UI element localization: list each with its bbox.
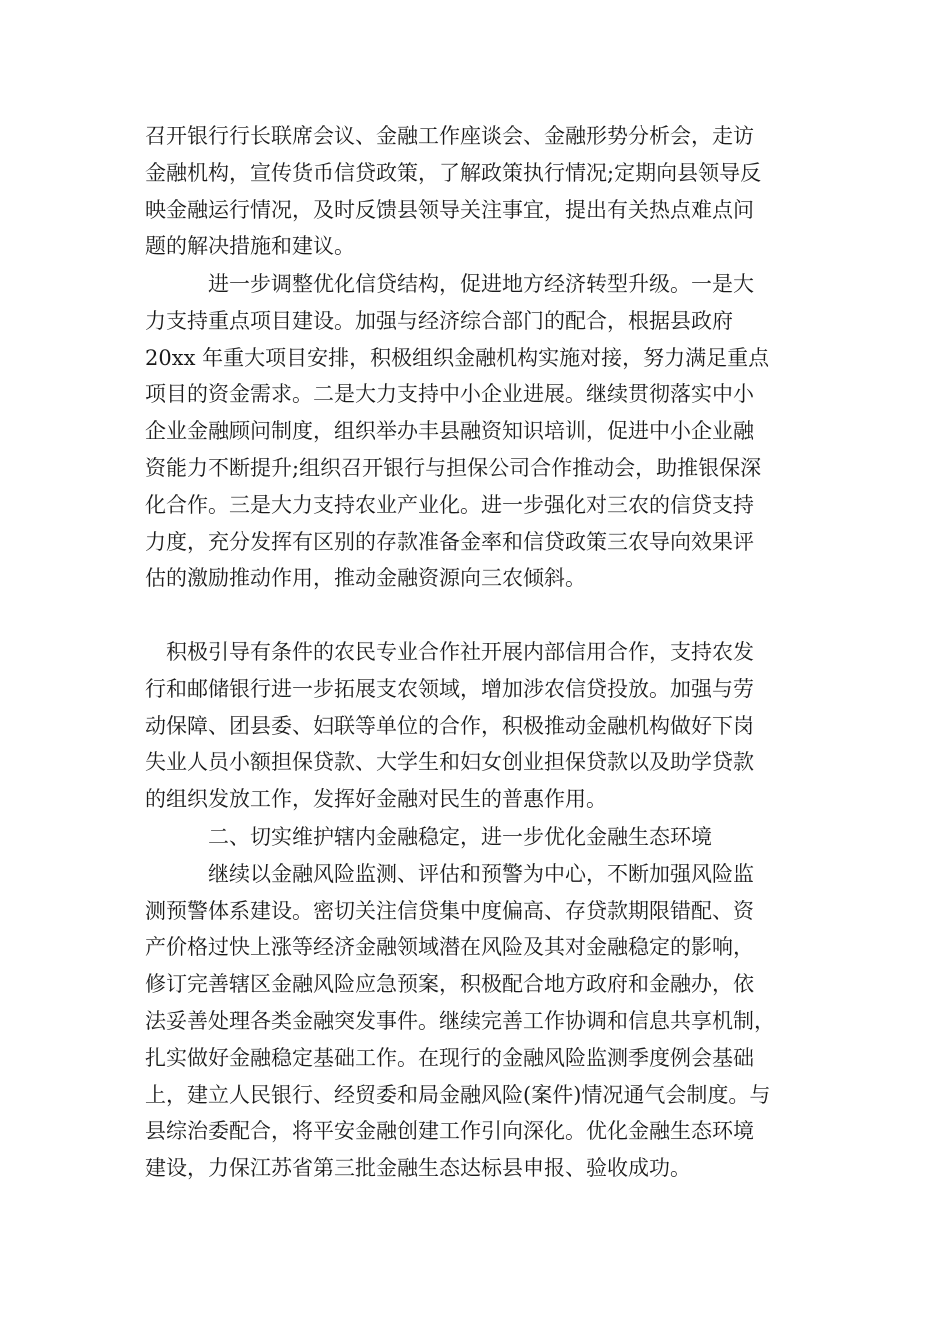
text-line: 金融机构，宣传货币信贷政策，了解政策执行情况;定期向县领导反 (145, 160, 762, 185)
text-line: 题的解决措施和建议。 (145, 234, 355, 259)
text-line: 映金融运行情况，及时反馈县领导关注事宜，提出有关热点难点问 (145, 197, 754, 222)
text-line: 的组织发放工作，发挥好金融对民生的普惠作用。 (145, 787, 607, 812)
paragraph-1 (145, 118, 810, 265)
text-line: 20xx 年重大项目安排，积极组织金融机构实施对接，努力满足重点 (145, 345, 770, 370)
text-line: 失业人员小额担保贷款、大学生和妇女创业担保贷款以及助学贷款 (145, 750, 754, 775)
paragraph-2 (145, 266, 810, 597)
text-line: 进一步调整优化信贷结构，促进地方经济转型升级。一是大 (145, 272, 754, 296)
text-line: 估的激励推动作用，推动金融资源向三农倾斜。 (145, 566, 586, 591)
paragraph-4 (145, 819, 810, 1187)
text-line: 继续以金融风险监测、评估和预警为中心，不断加强风险监 (145, 861, 754, 886)
text-line: 产价格过快上涨等经济金融领域潜在风险及其对金融稳定的影响， (145, 935, 754, 960)
text-line: 法妥善处理各类金融突发事件。继续完善工作协调和信息共享机制， (145, 1008, 775, 1033)
text-line: 化合作。三是大力支持农业产业化。进一步强化对三农的信贷支持 (145, 492, 754, 517)
text-line: 行和邮储银行进一步拓展支农领域，增加涉农信贷投放。加强与劳 (145, 676, 754, 701)
text-line: 企业金融顾问制度，组织举办丰县融资知识培训，促进中小企业融 (145, 419, 754, 444)
section-heading: 二、切实维护辖内金融稳定，进一步优化金融生态环境 (145, 825, 712, 849)
text-line: 动保障、团县委、妇联等单位的合作，积极推动金融机构做好下岗 (145, 713, 754, 738)
text-line: 建设，力保江苏省第三批金融生态达标县申报、验收成功。 (145, 1156, 691, 1181)
paragraph-3 (145, 634, 810, 818)
text-line: 力度，充分发挥有区别的存款准备金率和信贷政策三农导向效果评 (145, 529, 754, 554)
text-line: 修订完善辖区金融风险应急预案，积极配合地方政府和金融办，依 (145, 972, 754, 997)
text-line: 积极引导有条件的农民专业合作社开展内部信用合作，支持农发 (145, 640, 754, 664)
text-line: 测预警体系建设。密切关注信贷集中度偏高、存贷款期限错配、资 (145, 898, 754, 923)
text-line: 资能力不断提升;组织召开银行与担保公司合作推动会，助推银保深 (145, 455, 762, 480)
text-line: 力支持重点项目建设。加强与经济综合部门的配合，根据县政府 (145, 308, 733, 333)
text-line: 上，建立人民银行、经贸委和局金融风险(案件)情况通气会制度。与 (145, 1082, 771, 1107)
text-line: 县综治委配合，将平安金融创建工作引向深化。优化金融生态环境 (145, 1119, 754, 1144)
text-line: 召开银行行长联席会议、金融工作座谈会、金融形势分析会，走访 (145, 124, 754, 148)
text-line: 项目的资金需求。二是大力支持中小企业进展。继续贯彻落实中小 (145, 382, 754, 407)
text-line: 扎实做好金融稳定基础工作。在现行的金融风险监测季度例会基础 (145, 1045, 754, 1070)
